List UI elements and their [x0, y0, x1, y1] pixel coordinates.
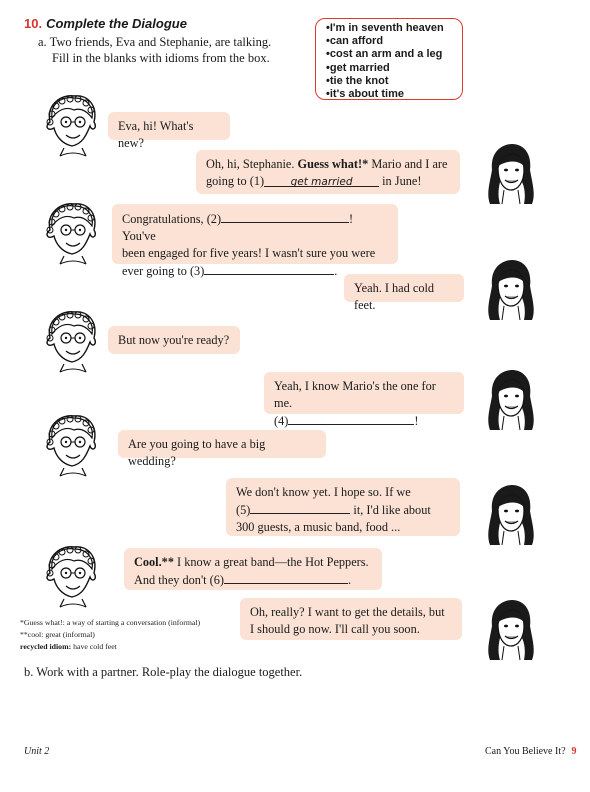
- bubble-text: .: [348, 573, 352, 587]
- footer-unit: Unit 2: [24, 746, 50, 757]
- bubble-eva-2: [112, 204, 398, 278]
- stephanie-avatar: [478, 598, 540, 664]
- bubble-text: (4): [274, 414, 289, 428]
- idiom-item: • get married: [326, 62, 462, 75]
- bubble-text: Eva, hi! What's new?: [118, 119, 194, 150]
- stephanie-avatar: [478, 368, 540, 434]
- eva-avatar: [40, 543, 102, 609]
- instruction-a-line2: Fill in the blanks with idioms from the box.: [52, 51, 270, 65]
- bubble-bold-text: Cool.**: [134, 555, 174, 569]
- idiom-item: • cost an arm and a leg: [326, 48, 462, 61]
- idiom-box: [315, 18, 463, 100]
- instruction-a: [38, 34, 293, 66]
- blank-1[interactable]: [264, 174, 379, 187]
- bubble-text: (5): [236, 503, 251, 517]
- eva-avatar: [40, 92, 102, 158]
- blank-2[interactable]: [221, 210, 349, 223]
- footnote-label: recycled idiom:: [20, 642, 72, 651]
- bubble-text: !: [414, 414, 419, 428]
- bubble-text: .: [334, 264, 338, 278]
- bubble-stephanie-4: [226, 478, 460, 536]
- footnote-3: [20, 641, 117, 653]
- eva-avatar: [40, 200, 102, 266]
- bubble-text: 300 guests, a music band, food ...: [236, 520, 401, 534]
- bubble-text: ! You've: [122, 212, 354, 243]
- bubble-text: Oh, hi, Stephanie.: [206, 157, 298, 171]
- bubble-stephanie-5: [240, 598, 462, 640]
- blank-6[interactable]: [224, 571, 348, 584]
- bubble-eva-3: [108, 326, 240, 354]
- footer-chapter: [485, 746, 577, 757]
- idiom-item: • can afford: [326, 35, 462, 48]
- idiom-item: • it's about time: [326, 88, 462, 101]
- bubble-text: I know a great band—the Hot Peppers.: [173, 555, 369, 569]
- idiom-item: • I'm in seventh heaven: [326, 22, 462, 35]
- bubble-text: We don't know yet. I hope so. If we: [236, 485, 411, 499]
- bubble-eva-5: [124, 548, 382, 590]
- bubble-text: going to (1): [206, 174, 265, 188]
- bubble-bold-text: Guess what!*: [297, 157, 369, 171]
- bubble-text: in June!: [382, 174, 422, 188]
- stephanie-avatar: [478, 258, 540, 324]
- bubble-text: Congratulations, (2): [122, 212, 222, 226]
- footer-chapter-title: Can You Believe It?: [485, 746, 566, 757]
- instruction-b: b. Work with a partner. Role-play the dialogue together.: [24, 665, 303, 679]
- exercise-title: [24, 16, 187, 31]
- bubble-text: ever going to (3): [122, 264, 205, 278]
- bubble-eva-4: [118, 430, 326, 468]
- exercise-title-text: Complete the Dialogue: [46, 16, 187, 31]
- blank-5[interactable]: [250, 501, 350, 514]
- bubble-text: But now you're ready?: [118, 333, 230, 347]
- bubble-text: Yeah, I know Mario's the one for me.: [274, 379, 436, 410]
- idiom-item: • tie the knot: [326, 75, 462, 88]
- bubble-text: been engaged for five years! I wasn't sure you were: [122, 246, 376, 260]
- bubble-text: Are you going to have a big wedding?: [128, 437, 266, 468]
- stephanie-avatar: [478, 142, 540, 208]
- footnote-1: *Guess what!: a way of starting a conversation (informal): [20, 618, 201, 627]
- eva-avatar: [40, 308, 102, 374]
- bubble-stephanie-3: [264, 372, 464, 428]
- exercise-number: 10.: [24, 16, 43, 31]
- bubble-stephanie-2: [344, 274, 464, 312]
- page-number: 9: [571, 746, 577, 757]
- footnote-2: **cool: great (informal): [20, 630, 95, 639]
- instruction-a-line1: a. Two friends, Eva and Stephanie, are talking.: [38, 35, 272, 49]
- handwritten-answer: get married: [290, 176, 353, 188]
- eva-avatar: [40, 412, 102, 478]
- bubble-text: And they don't (6): [134, 573, 224, 587]
- bubble-text: Oh, really? I want to get the details, but: [250, 605, 445, 619]
- bubble-text: Yeah. I had cold feet.: [354, 281, 435, 312]
- bubble-text: it, I'd like about: [350, 503, 431, 517]
- blank-4[interactable]: [288, 412, 414, 425]
- blank-3[interactable]: [204, 262, 334, 275]
- bubble-text: I should go now. I'll call you soon.: [250, 622, 420, 636]
- stephanie-avatar: [478, 483, 540, 549]
- bubble-stephanie-1: [196, 150, 460, 194]
- bubble-text: Mario and I are: [368, 157, 448, 171]
- bubble-eva-1: [108, 112, 230, 150]
- footnote-text: have cold feet: [71, 642, 117, 651]
